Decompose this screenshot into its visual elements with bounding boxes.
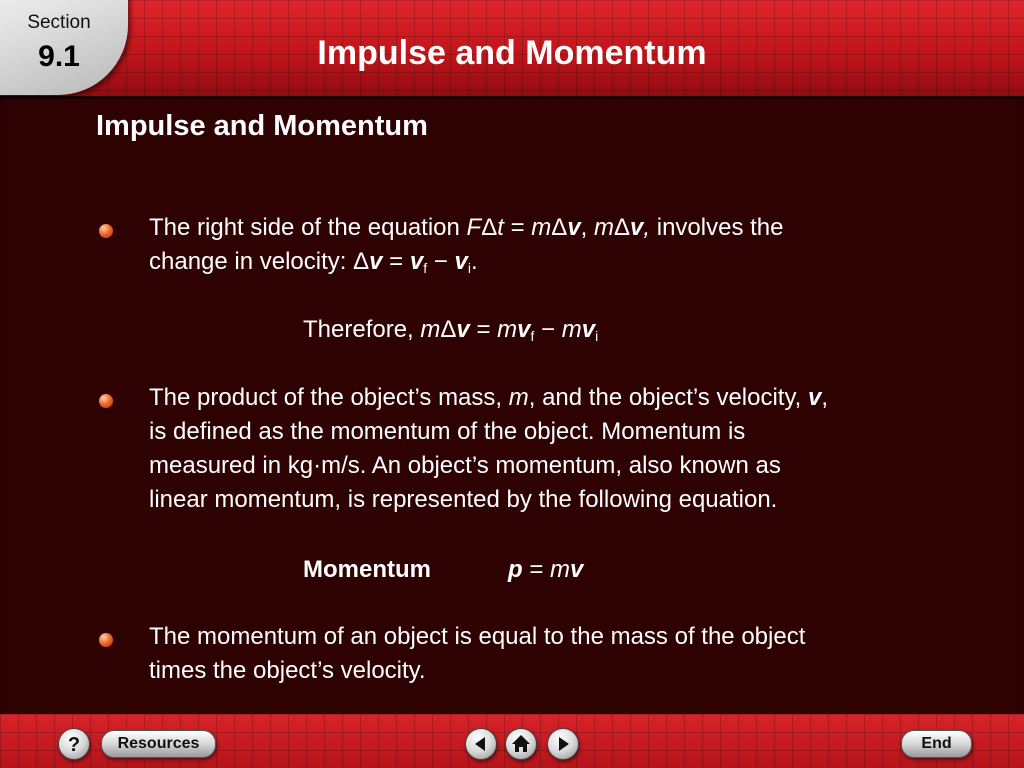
paragraph-line: times the object’s velocity. <box>149 657 426 684</box>
bullet-icon <box>99 633 113 647</box>
bullet-paragraph-2 <box>149 381 979 517</box>
paragraph-line: measured in kg·m/s. An object’s momentum, also known as <box>149 452 781 479</box>
text-run: involves the <box>650 214 784 241</box>
section-number: 9.1 <box>38 40 80 73</box>
section-label: Section <box>27 12 91 33</box>
bullet-icon <box>99 224 113 238</box>
equals-sign: = <box>522 556 551 583</box>
subscript-f: f <box>423 260 428 276</box>
text-run: , and the object’s velocity, <box>528 384 809 411</box>
momentum-label: Momentum <box>303 556 431 583</box>
paragraph-line: linear momentum, is represented by the following equation. <box>149 486 778 513</box>
variable-m: m <box>594 214 615 241</box>
paragraph-line: is defined as the momentum of the object. Momentum is <box>149 418 746 445</box>
comma: , <box>821 384 829 411</box>
delta-symbol: Δ <box>481 214 498 241</box>
paragraph-line <box>149 381 979 415</box>
text-run: The product of the object’s mass, <box>149 384 509 411</box>
delta-symbol: Δ <box>614 214 631 241</box>
variable-m: m <box>561 316 582 343</box>
equals-sign: = <box>382 248 410 275</box>
therefore-equation <box>303 316 598 344</box>
variable-v: v <box>456 316 470 343</box>
variable-v: v <box>409 248 424 275</box>
bullet-paragraph-3 <box>149 620 979 688</box>
paragraph-line <box>149 245 979 279</box>
variable-m: m <box>420 316 441 343</box>
variable-v: v <box>581 316 596 343</box>
bullet-paragraph-1 <box>149 211 979 279</box>
subscript-i: i <box>595 328 599 344</box>
variable-F: F <box>466 214 482 241</box>
variable-v: v <box>570 556 584 583</box>
variable-v: v <box>567 214 581 241</box>
paragraph-line: The right side of the equation FΔt = mΔv, mΔv, involves the <box>149 214 784 241</box>
page-title-text: Impulse and Momentum <box>317 34 707 72</box>
back-button[interactable] <box>465 728 497 760</box>
right-arrow-icon <box>548 729 578 759</box>
slide-subtitle: Impulse and Momentum <box>96 110 428 142</box>
question-mark-icon <box>59 729 89 759</box>
variable-v: v <box>630 214 644 241</box>
variable-m: m <box>531 214 552 241</box>
minus-sign: − <box>427 248 455 275</box>
equals-sign: = <box>469 316 498 343</box>
home-icon <box>506 729 536 759</box>
help-button[interactable] <box>58 728 90 760</box>
subscript-i: i <box>467 260 471 276</box>
paragraph-line: The momentum of an object is equal to the mass of the object <box>149 623 806 650</box>
text-run: The right side of the equation <box>149 214 467 241</box>
svg-text:?: ? <box>67 734 81 756</box>
variable-m: m <box>550 556 571 583</box>
left-arrow-icon <box>466 729 496 759</box>
variable-v: v <box>369 248 383 275</box>
bullet-icon <box>99 394 113 408</box>
page-title <box>0 34 1024 73</box>
end-button[interactable]: End <box>901 730 972 758</box>
resources-button[interactable]: Resources <box>101 730 216 758</box>
equals-sign: = <box>503 214 532 241</box>
subscript-f: f <box>530 328 535 344</box>
variable-v: v <box>454 248 468 275</box>
variable-t: t <box>497 214 504 241</box>
minus-sign: − <box>534 316 562 343</box>
momentum-equation <box>508 556 583 584</box>
forward-button[interactable] <box>547 728 579 760</box>
delta-symbol: Δ <box>353 248 370 275</box>
variable-m: m <box>508 384 529 411</box>
therefore-label: Therefore, <box>303 316 421 343</box>
text-run: change in velocity: <box>149 248 354 275</box>
variable-m: m <box>497 316 518 343</box>
variable-p: p <box>508 556 523 583</box>
delta-symbol: Δ <box>551 214 568 241</box>
period: . <box>470 248 478 275</box>
variable-v: v <box>517 316 531 343</box>
delta-symbol: Δ <box>440 316 457 343</box>
home-button[interactable] <box>505 728 537 760</box>
variable-v: v <box>808 384 822 411</box>
separator: , <box>580 214 595 241</box>
